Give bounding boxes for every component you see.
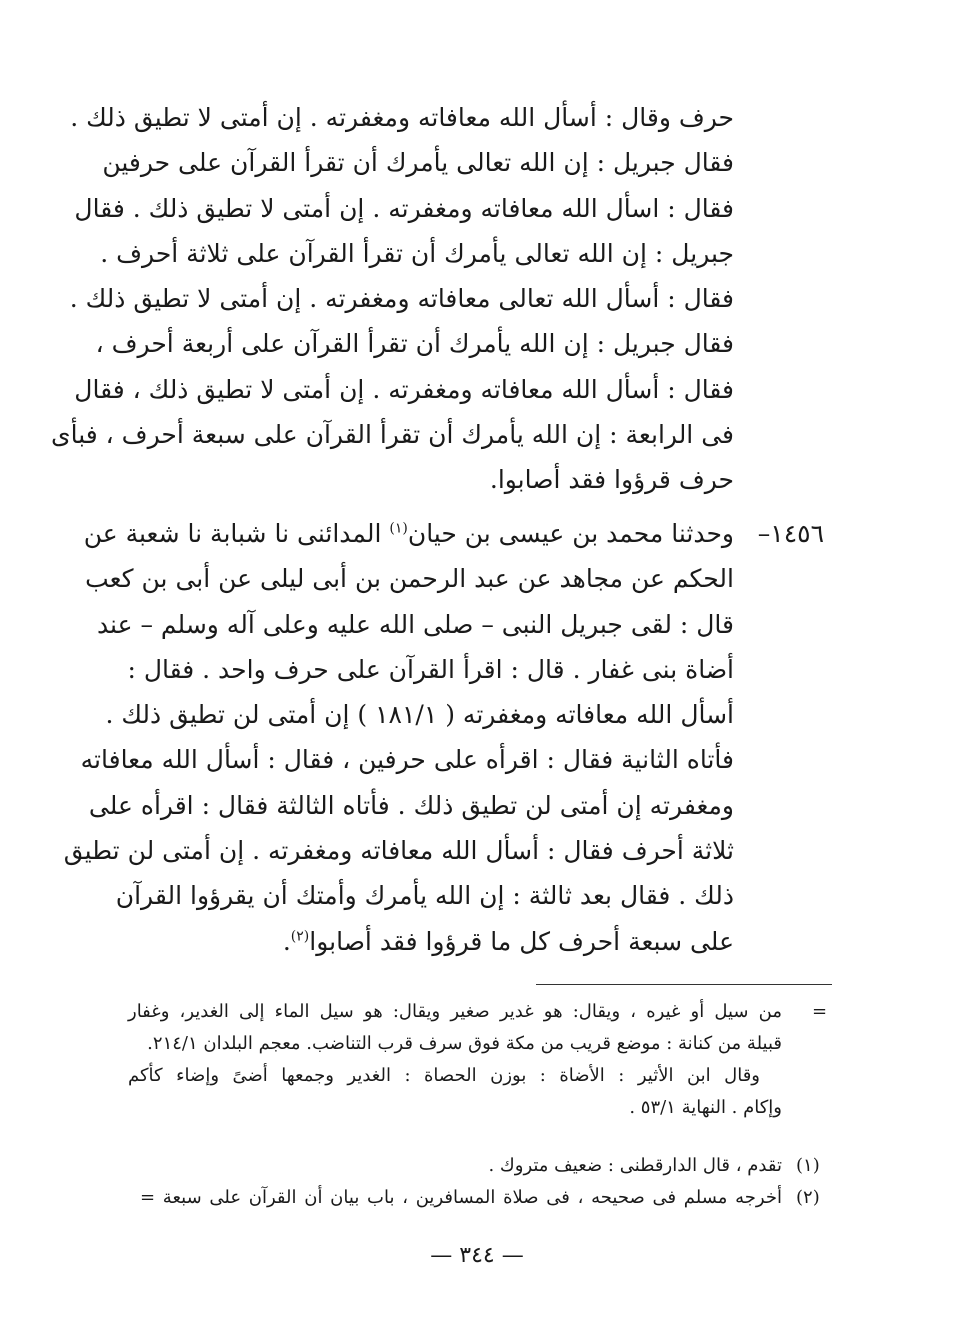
text-line: ومغفرته إن أمتى لن تطيق ذلك . فأتاه الثالثة فقال : اقرأه على [88, 790, 734, 820]
text-line: فقال : اسأل الله معافاته ومغفرته . إن أمتى لا تطيق ذلك . فقال [74, 193, 734, 223]
text-line: ذلك . فقال بعد ثالثة : إن الله يأمرك وأمتك أن يقرؤوا القرآن [115, 881, 734, 911]
footnote-2-text: أخرجه مسلم فى صحيحه ، فى صلاة المسافرين ، باب بيان أن القرآن على سبعة = [140, 1187, 782, 1208]
footnote-ref-1[interactable]: (١) [389, 520, 408, 537]
footnote-line: وقال ابن الأثير : الأضاة : بوزن الحصاة : الغدير وجمعها أضىً وإضاء كأكم [128, 1065, 760, 1086]
footnote-ref-2[interactable]: (٢) [290, 928, 310, 945]
text-line [83, 511, 734, 556]
footnote-1-text: تقدم ، قال الدارقطنى : ضعيف متروك . [488, 1155, 782, 1176]
text-line [128, 919, 734, 964]
text-line: فأتاه الثانية فقال : اقرأه على حرفين ، فقال : أسأل الله معافاته [80, 745, 734, 775]
text-fragment: على سبعة أحرف كل ما قرؤوا فقد أصابوا [309, 926, 734, 956]
text-line: ثلاثة أحرف فقال : أسأل الله معافاته ومغفرته . إن أمتى لن تطيق [63, 836, 734, 866]
footnotes-continued [128, 996, 782, 1124]
footnote-separator [536, 984, 832, 985]
hadith-1456-text [63, 511, 734, 964]
text-fragment: المدائنى نا شبابة نا شعبة عن [83, 519, 390, 548]
text-line: حرف قرؤوا فقد أصابوا. [489, 465, 734, 495]
footnote-continuation-mark: = [812, 1001, 828, 1022]
text-line: قال : لقى جبريل النبى – صلى الله عليه وعلى آله وسلم – عند [96, 609, 734, 639]
text-line: فقال جبريل : إن الله يأمرك أن تقرأ القرآن على أربعة أحرف ، [95, 329, 734, 359]
footnote-2-marker: (٢) [796, 1187, 820, 1208]
text-line: حرف وقال : أسأل الله معافاته ومغفرته . إن أمتى لا تطيق ذلك . [70, 103, 734, 132]
footnote-line: من سيل أو غيره ، ويقال: هو غدير صغير ويقال: هو سيل الماء إلى الغدير، وغفار [128, 1001, 782, 1022]
text-fragment: وحدثنا محمد بن عيسى بن حيان [407, 519, 734, 548]
text-line: فى الرابعة : إن الله يأمرك أن تقرأ القرآن على سبعة أحرف ، فبأى [51, 420, 734, 450]
footnote-line: وإكام . النهاية ٥٣/١ . [629, 1097, 782, 1118]
text-line: جبريل : إن الله تعالى يأمرك أن تقرأ القرآن على ثلاثة أحرف . [100, 238, 734, 268]
passage-continued [51, 95, 734, 503]
footnote-line: قبيلة من كنانة : موضع قريب من مكة فوق سرف قرب التناضب. معجم البلدان ٢١٤/١. [147, 1033, 782, 1054]
text-line: فقال : أسأل الله تعالى معافاته ومغفرته . إن أمتى لا تطيق ذلك . [69, 284, 734, 314]
text-line: أسأل الله معافاته ومغفرته ( ١٨١/١ ) إن أمتى لن تطيق ذلك . [105, 700, 734, 730]
hadith-number: ١٤٥٦– [757, 519, 824, 548]
footnote-1-marker: (١) [796, 1155, 820, 1176]
page-number: — ٣٤٤ — [430, 1243, 524, 1268]
text-line: الحكم عن مجاهد عن عبد الرحمن بن أبى ليلى عن أبى بن كعب [85, 564, 734, 594]
text-line: فقال جبريل : إن الله تعالى يأمرك أن تقرأ القرآن على حرفين [102, 148, 734, 178]
text-line: أضاة بنى غفار . قال : اقرأ القرآن على حرف واحد . فقال : [127, 654, 734, 684]
text-line: فقال : أسأل الله معافاته ومغفرته . إن أمتى لا تطيق ذلك ، فقال [74, 374, 734, 404]
text-fragment: . [282, 926, 291, 956]
